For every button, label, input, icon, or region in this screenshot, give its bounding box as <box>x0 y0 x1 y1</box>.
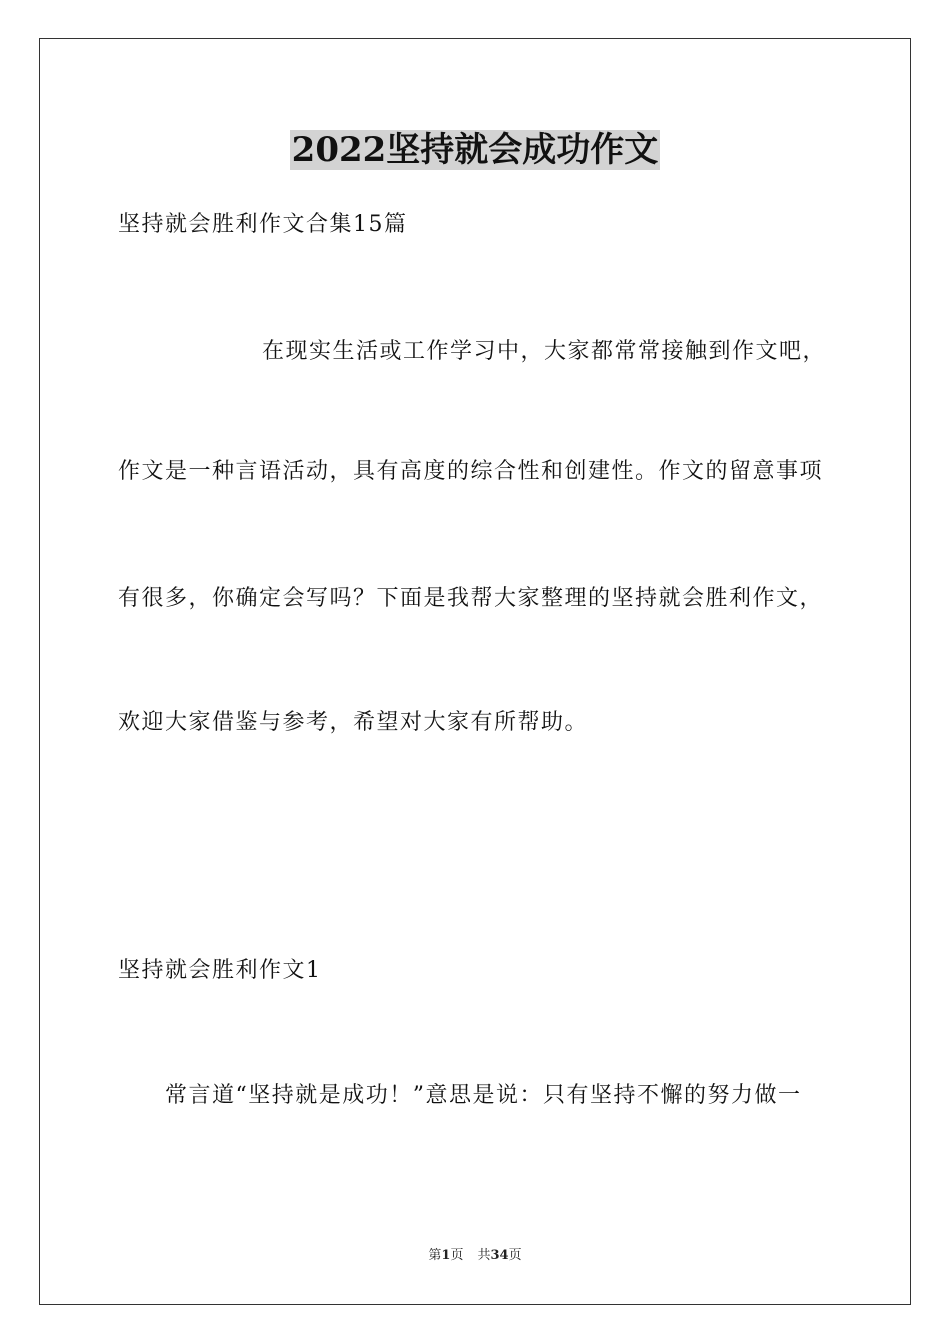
intro-line-1: 在现实生活或工作学习中，大家都常常接触到作文吧， <box>262 339 827 364</box>
intro-line-3: 有很多，你确定会写吗？下面是我帮大家整理的坚持就会胜利作文， <box>118 586 824 611</box>
footer-page-current: 1 <box>441 1248 451 1263</box>
footer-page-prefix: 第 <box>428 1248 442 1263</box>
footer-total-suffix: 页 <box>508 1248 522 1263</box>
footer-total-prefix: 共 <box>477 1248 491 1263</box>
intro-line-2: 作文是一种言语活动，具有高度的综合性和创建性。作文的留意事项 <box>118 459 824 484</box>
footer-page-suffix: 页 <box>450 1248 464 1263</box>
document-subtitle: 坚持就会胜利作文合集15篇 <box>118 212 408 237</box>
footer-page-total: 34 <box>490 1248 509 1263</box>
document-title <box>0 128 950 172</box>
page-footer <box>0 1247 950 1265</box>
section-heading: 坚持就会胜利作文1 <box>118 958 322 983</box>
intro-line-4: 欢迎大家借鉴与参考，希望对大家有所帮助。 <box>118 710 589 735</box>
section-first-line: 常言道“坚持就是成功！”意思是说：只有坚持不懈的努力做一 <box>165 1083 802 1108</box>
document-title-text: 2022坚持就会成功作文 <box>291 130 659 170</box>
